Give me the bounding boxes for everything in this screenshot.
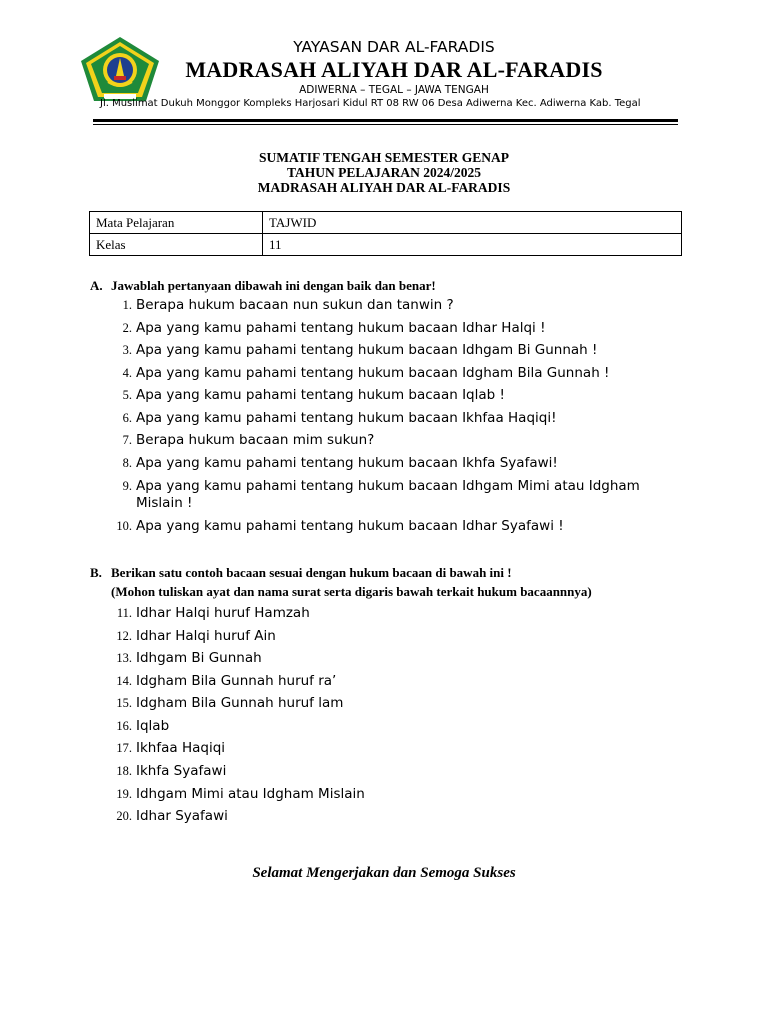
item-number: 16.: [116, 719, 132, 733]
question-number: 10.: [116, 519, 132, 533]
academic-year: TAHUN PELAJARAN 2024/2025: [286, 165, 481, 180]
section-b-instruction: Berikan satu contoh bacaan sesuai dengan hukum bacaan di bawah ini !: [111, 565, 512, 580]
question-number: 3.: [122, 343, 132, 357]
item-number: 12.: [116, 629, 132, 643]
table-row: [90, 212, 682, 234]
question-number: 2.: [122, 321, 132, 335]
item-text: Ikhfa Syafawi: [136, 763, 227, 779]
question-number: 8.: [122, 456, 132, 470]
section-a-instruction: Jawablah pertanyaan dibawah ini dengan baik dan benar!: [111, 278, 436, 293]
info-table: [89, 211, 682, 256]
subject-label: Mata Pelajaran: [90, 212, 263, 234]
subject-value: TAJWID: [263, 212, 682, 234]
question-number: 6.: [122, 411, 132, 425]
item-text: Idgham Bila Gunnah huruf ra’: [136, 673, 337, 689]
item-text: Idhgam Mimi atau Idgham Mislain: [136, 786, 365, 802]
section-b-heading: [90, 565, 512, 581]
class-value: 11: [263, 234, 682, 256]
item-number: 17.: [116, 741, 132, 755]
question-text: Apa yang kamu pahami tentang hukum bacaan Idhar Halqi !: [136, 320, 546, 336]
section-a-letter: A.: [90, 278, 103, 293]
closing-message: Selamat Mengerjakan dan Semoga Sukses: [252, 865, 516, 881]
question-text: Apa yang kamu pahami tentang hukum bacaan Ikhfaa Haqiqi!: [136, 410, 557, 426]
question-number: 1.: [122, 298, 132, 312]
item-text: Idhar Halqi huruf Ain: [136, 628, 276, 644]
question-text: Apa yang kamu pahami tentang hukum bacaan Idgham Bila Gunnah !: [136, 365, 610, 381]
item-number: 18.: [116, 764, 132, 778]
class-label: Kelas: [90, 234, 263, 256]
item-number: 14.: [116, 674, 132, 688]
item-number: 13.: [116, 651, 132, 665]
item-text: Idhgam Bi Gunnah: [136, 650, 262, 666]
item-number: 11.: [116, 606, 132, 620]
letterhead-rule-thick: [93, 119, 678, 122]
section-a-heading: [90, 278, 436, 294]
table-row: [90, 234, 682, 256]
school-address: Jl. Muslimat Dukuh Monggor Kompleks Harjosari Kidul RT 08 RW 06 Desa Adiwerna Kec. Adiwerna Kab. Tegal: [100, 98, 641, 109]
item-text: Idhar Syafawi: [136, 808, 228, 824]
section-b-note: (Mohon tuliskan ayat dan nama surat serta digaris bawah terkait hukum bacaannnya): [111, 584, 592, 599]
item-text: Idhar Halqi huruf Hamzah: [136, 605, 310, 621]
question-text: Apa yang kamu pahami tentang hukum bacaan Iqlab !: [136, 387, 505, 403]
item-number: 20.: [116, 809, 132, 823]
item-number: 19.: [116, 787, 132, 801]
question-number: 7.: [122, 433, 132, 447]
question-number: 5.: [122, 388, 132, 402]
question-number: 9.: [122, 479, 132, 493]
question-text: Berapa hukum bacaan nun sukun dan tanwin ?: [136, 297, 454, 313]
item-number: 15.: [116, 696, 132, 710]
question-text: Berapa hukum bacaan mim sukun?: [136, 432, 375, 448]
exam-school: MADRASAH ALIYAH DAR AL-FARADIS: [257, 180, 511, 195]
question-number: 4.: [122, 366, 132, 380]
question-text: Apa yang kamu pahami tentang hukum bacaan Idhgam Mimi atau Idgham Mislain !: [136, 478, 640, 511]
question-text: Apa yang kamu pahami tentang hukum bacaan Ikhfa Syafawi!: [136, 455, 558, 471]
item-text: Iqlab: [136, 718, 170, 734]
foundation-name: YAYASAN DAR AL-FARADIS: [293, 38, 495, 56]
letterhead-rule-thin: [93, 124, 678, 125]
question-text: Apa yang kamu pahami tentang hukum bacaan Idhgam Bi Gunnah !: [136, 342, 598, 358]
item-text: Idgham Bila Gunnah huruf lam: [136, 695, 344, 711]
section-b-letter: B.: [90, 565, 102, 580]
exam-title: SUMATIF TENGAH SEMESTER GENAP: [259, 150, 509, 165]
school-region: ADIWERNA – TEGAL – JAWA TENGAH: [299, 84, 489, 96]
item-text: Ikhfaa Haqiqi: [136, 740, 226, 756]
question-text: Apa yang kamu pahami tentang hukum bacaan Idhar Syafawi !: [136, 518, 564, 534]
school-name: MADRASAH ALIYAH DAR AL-FARADIS: [185, 57, 603, 82]
